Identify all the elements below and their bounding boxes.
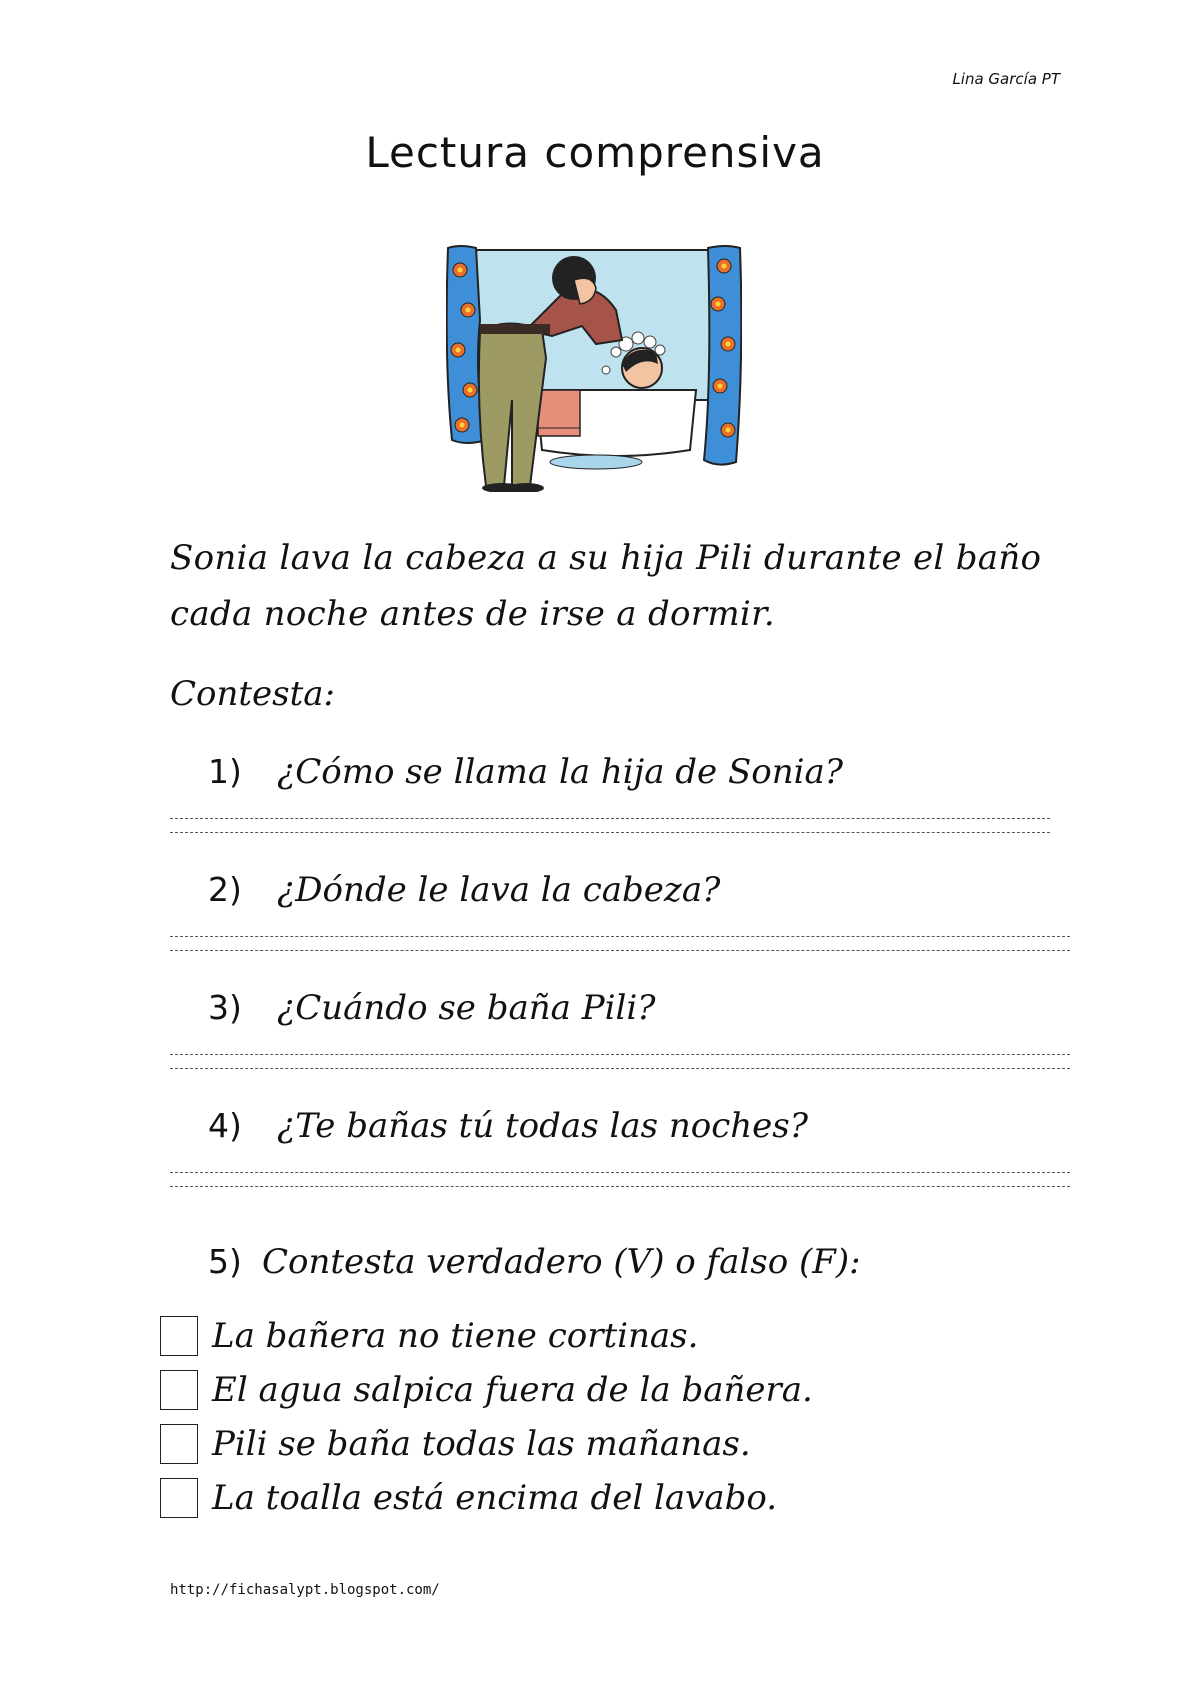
question-number: 5) [208, 1242, 242, 1281]
statement-text: Pili se baña todas las mañanas. [212, 1424, 751, 1464]
question-number: 2) [208, 870, 242, 909]
contesta-heading: Contesta: [170, 674, 336, 714]
answer-line [170, 818, 1050, 819]
answer-line [170, 1054, 1070, 1055]
true-false-checkbox[interactable] [160, 1370, 198, 1410]
question-number: 3) [208, 988, 242, 1027]
statement-text: La toalla está encima del lavabo. [212, 1478, 778, 1518]
answer-line [170, 1172, 1070, 1173]
true-false-checkbox[interactable] [160, 1424, 198, 1464]
true-false-checkbox[interactable] [160, 1478, 198, 1518]
question-number: 1) [208, 752, 242, 791]
author-name: Lina García PT [952, 70, 1060, 88]
question-text: ¿Cuándo se baña Pili? [277, 988, 656, 1028]
question-text: ¿Cómo se llama la hija de Sonia? [277, 752, 844, 792]
question-text: ¿Dónde le lava la cabeza? [277, 870, 721, 910]
statement-text: La bañera no tiene cortinas. [212, 1316, 699, 1356]
answer-line [170, 950, 1070, 951]
question-number: 4) [208, 1106, 242, 1145]
answer-line [170, 1186, 1070, 1187]
answer-line [170, 832, 1050, 833]
story-line-2: cada noche antes de irse a dormir. [170, 594, 776, 634]
statement-text: El agua salpica fuera de la bañera. [212, 1370, 813, 1410]
footer-url: http://fichasalypt.blogspot.com/ [170, 1582, 440, 1598]
mother-washing-child-hair-in-bathtub-illustration [446, 240, 742, 492]
true-false-checkbox[interactable] [160, 1316, 198, 1356]
question-text: Contesta verdadero (V) o falso (F): [262, 1242, 861, 1282]
page-title: Lectura comprensiva [365, 128, 825, 177]
answer-line [170, 936, 1070, 937]
story-line-1: Sonia lava la cabeza a su hija Pili durante el baño [170, 538, 1042, 578]
answer-line [170, 1068, 1070, 1069]
question-text: ¿Te bañas tú todas las noches? [277, 1106, 808, 1146]
